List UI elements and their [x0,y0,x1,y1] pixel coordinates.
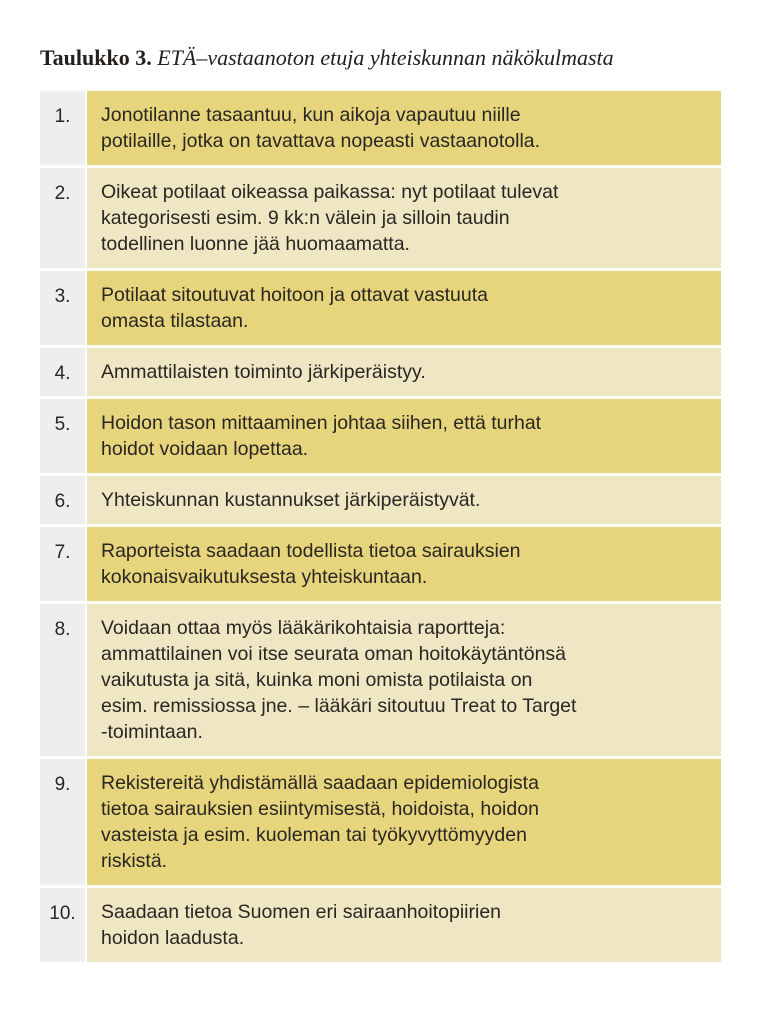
row-text-line: omasta tilastaan. [101,310,249,332]
row-text-line: Rekistereitä yhdistämällä saadaan epidemiologista [101,772,539,794]
table-row [40,91,721,165]
row-text-line: todellinen luonne jää huomaamatta. [101,233,410,255]
table-row [40,527,721,601]
row-text-line: riskistä. [101,850,168,872]
table-row [40,888,721,962]
table-row [40,399,721,473]
row-text-line: vaikutusta ja sitä, kuinka moni omista potilaista on [101,669,533,691]
row-number: 2. [40,168,85,268]
row-text-line: Potilaat sitoutuvat hoitoon ja ottavat vastuuta [101,284,489,306]
row-text [87,348,721,396]
row-text [87,527,721,601]
row-text-line: esim. remissiossa jne. – lääkäri sitoutuu Treat to Target [101,695,577,717]
row-text [87,399,721,473]
row-text [87,271,721,345]
table-row [40,168,721,268]
row-text [87,168,721,268]
row-text-line: Voidaan ottaa myös lääkärikohtaisia raportteja: [101,617,506,639]
row-text-line: -toimintaan. [101,721,203,743]
row-text-line: potilaille, jotka on tavattava nopeasti vastaanotolla. [101,130,541,152]
row-number: 4. [40,348,85,396]
row-text-line: Saadaan tietoa Suomen eri sairaanhoitopiirien [101,901,502,923]
row-text-line: vasteista ja esim. kuoleman tai työkyvyttömyyden [101,824,527,846]
row-number: 6. [40,476,85,524]
table-row [40,348,721,396]
row-text-line: Oikeat potilaat oikeassa paikassa: nyt potilaat tulevat [101,181,559,203]
row-text-line: ammattilainen voi itse seurata oman hoitokäytäntönsä [101,643,567,665]
table-title: ETÄ–vastaanoton etuja yhteiskunnan näkökulmasta [157,45,614,70]
row-number: 8. [40,604,85,756]
row-number: 10. [40,888,85,962]
row-text [87,91,721,165]
row-text-line: hoidon laadusta. [101,927,245,949]
row-text-line: Raporteista saadaan todellista tietoa sairauksien [101,540,521,562]
row-text [87,604,721,756]
table-row [40,271,721,345]
row-text-line: hoidot voidaan lopettaa. [101,438,309,460]
benefits-table [40,91,721,962]
row-text-line: tietoa sairauksien esiintymisestä, hoidoista, hoidon [101,798,539,820]
row-number: 3. [40,271,85,345]
table-row [40,759,721,885]
row-text-line: Yhteiskunnan kustannukset järkiperäistyvät. [101,489,481,511]
row-text [87,759,721,885]
table-caption [40,44,740,72]
row-text-line: kokonaisvaikutuksesta yhteiskuntaan. [101,566,428,588]
row-text-line: kategorisesti esim. 9 kk:n välein ja silloin taudin [101,207,510,229]
row-number: 5. [40,399,85,473]
table-row [40,476,721,524]
table-row [40,604,721,756]
row-text [87,888,721,962]
row-number: 9. [40,759,85,885]
row-text-line: Ammattilaisten toiminto järkiperäistyy. [101,361,426,383]
row-text-line: Jonotilanne tasaantuu, kun aikoja vapautuu niille [101,104,521,126]
row-number: 1. [40,91,85,165]
row-text-line: Hoidon tason mittaaminen johtaa siihen, että turhat [101,412,542,434]
table-label: Taulukko 3. [40,45,152,70]
row-text [87,476,721,524]
row-number: 7. [40,527,85,601]
